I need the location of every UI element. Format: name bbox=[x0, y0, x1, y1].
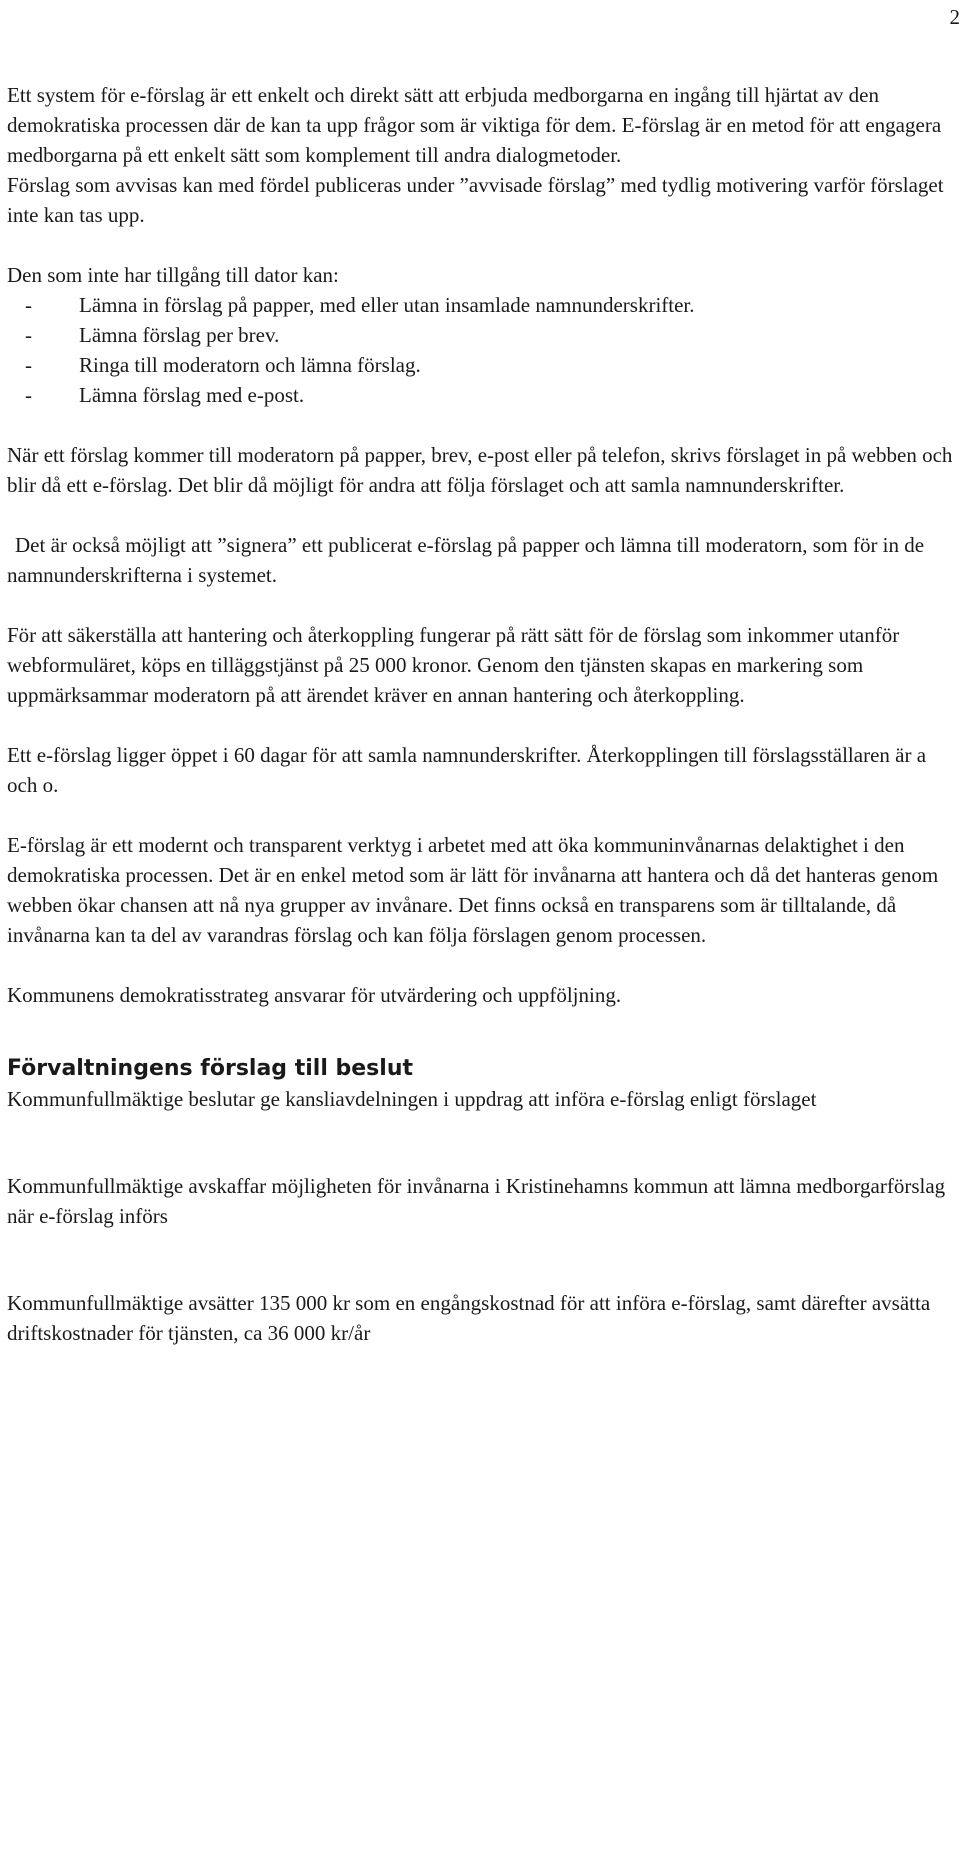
section-heading: Förvaltningens förslag till beslut bbox=[7, 1056, 414, 1081]
no-computer-options-list bbox=[7, 290, 958, 410]
decision-item: Kommunfullmäktige beslutar ge kansliavdelningen i uppdrag att införa e-förslag enligt förslaget bbox=[7, 1087, 817, 1111]
paragraph-additional-service: För att säkerställa att hantering och återkoppling fungerar på rätt sätt för de förslag som inkommer utanför webformuläret, köps en tilläggstjänst på 25 000 kronor. Genom den tjänsten skapas en markering som uppmärksammar moderatorn på att ärendet kräver en annan hantering och återkoppling. bbox=[7, 623, 900, 707]
paragraph-intro: Ett system för e-förslag är ett enkelt och direkt sätt att erbjuda medborgarna en ingång till hjärtat av den demokratiska processen där de kan ta upp frågor som är viktiga för dem. E-förslag är en metod för att engagera medborgarna på ett enkelt sätt som komplement till andra dialogmetoder. bbox=[7, 83, 942, 167]
paragraph-no-computer-intro: Den som inte har tillgång till dator kan: bbox=[7, 263, 339, 287]
decision-item: Kommunfullmäktige avsätter 135 000 kr som en engångskostnad för att införa e-förslag, samt därefter avsätta driftskostnader för tjänsten, ca 36 000 kr/år bbox=[7, 1291, 931, 1345]
paragraph-moderator-handling: När ett förslag kommer till moderatorn på papper, brev, e-post eller på telefon, skrivs förslaget in på webben och blir då ett e-förslag. Det blir då möjligt för andra att följa förslaget och att samla namnunderskrifter. bbox=[7, 443, 953, 497]
list-item: - Lämna förslag med e-post. bbox=[7, 380, 958, 410]
list-item: - Ringa till moderatorn och lämna förslag. bbox=[7, 350, 958, 380]
document-body bbox=[7, 80, 958, 1348]
paragraph-transparency: E-förslag är ett modernt och transparent verktyg i arbetet med att öka kommuninvånarnas delaktighet i den demokratiska processen. Det är en enkel metod som är lätt för invånarna att hantera och då det hanteras genom webben ökar chansen att nå nya grupper av invånare. Det finns också en transparens som är tilltalande, då invånarna kan ta del av varandras förslag och kan följa förslagen genom processen. bbox=[7, 833, 939, 947]
paragraph-rejected-proposals: Förslag som avvisas kan med fördel publiceras under ”avvisade förslag” med tydlig motivering varför förslaget inte kan tas upp. bbox=[7, 173, 944, 227]
paragraph-evaluation: Kommunens demokratisstrateg ansvarar för utvärdering och uppföljning. bbox=[7, 983, 622, 1007]
paragraph-open-period: Ett e-förslag ligger öppet i 60 dagar för att samla namnunderskrifter. Återkopplingen till förslagsställaren är a och o. bbox=[7, 743, 927, 797]
page-number: 2 bbox=[949, 5, 960, 29]
paragraph-paper-signing: Det är också möjligt att ”signera” ett publicerat e-förslag på papper och lämna till moderatorn, som för in de namnunderskrifterna i systemet. bbox=[7, 533, 925, 587]
list-item: - Lämna förslag per brev. bbox=[7, 320, 958, 350]
list-item: - Lämna in förslag på papper, med eller utan insamlade namnunderskrifter. bbox=[7, 290, 958, 320]
decision-item: Kommunfullmäktige avskaffar möjligheten för invånarna i Kristinehamns kommun att lämna medborgarförslag när e-förslag införs bbox=[7, 1174, 946, 1228]
